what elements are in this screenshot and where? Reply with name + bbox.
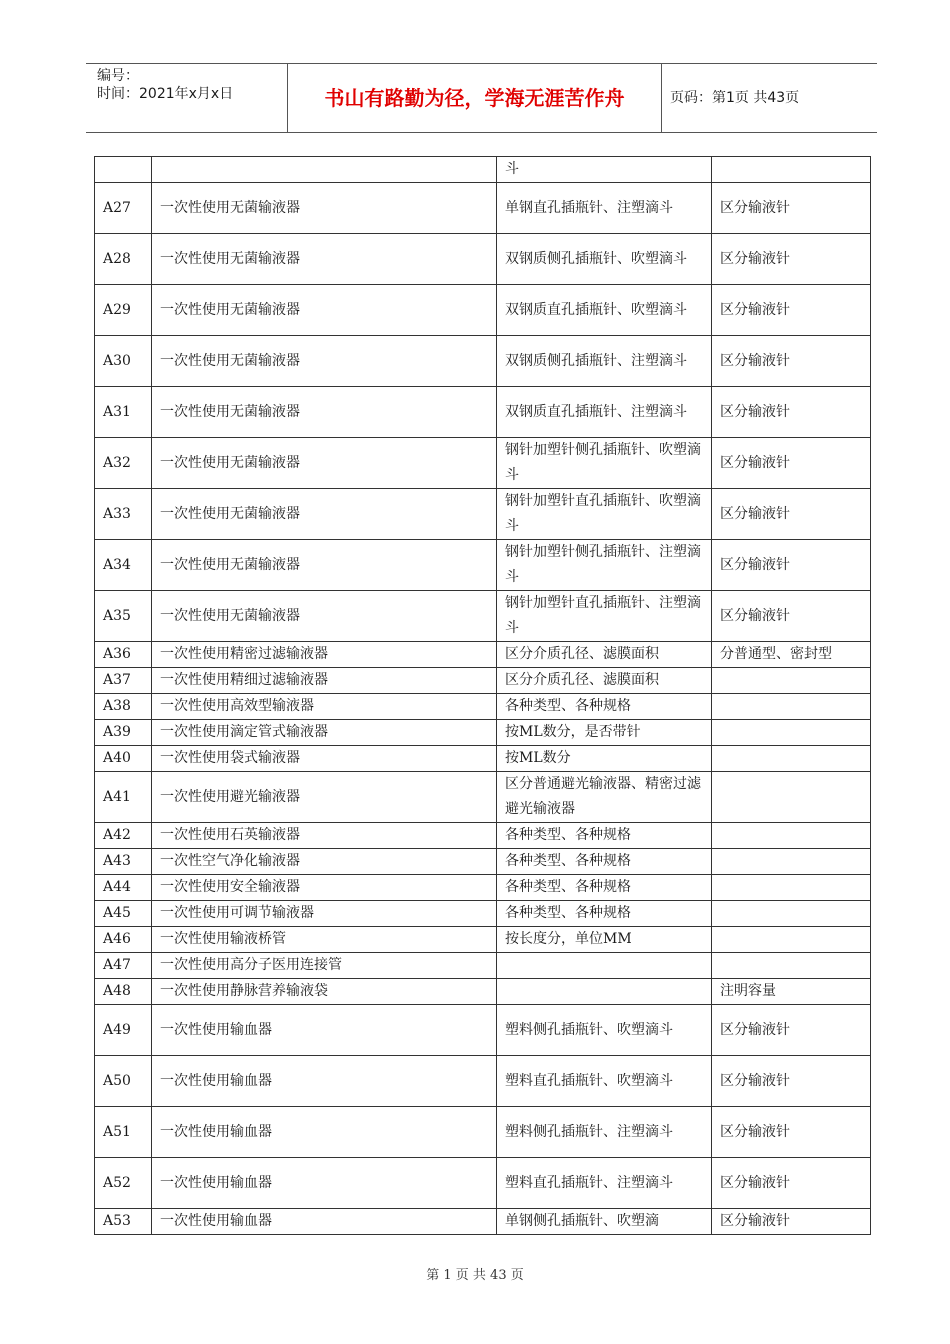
row-code: A29 — [95, 285, 152, 336]
row-spec: 钢针加塑针侧孔插瓶针、吹塑滴斗 — [497, 438, 712, 489]
row-code: A41 — [95, 772, 152, 823]
row-spec: 按ML数分，是否带针 — [497, 720, 712, 746]
header-motto: 书山有路勤为径，学海无涯苦作舟 — [288, 64, 662, 132]
row-spec: 各种类型、各种规格 — [497, 849, 712, 875]
row-note: 区分输液针 — [712, 1005, 871, 1056]
table-row — [95, 668, 871, 694]
row-name: 一次性使用无菌输液器 — [152, 438, 497, 489]
row-name: 一次性使用袋式输液器 — [152, 746, 497, 772]
row-spec: 钢针加塑针直孔插瓶针、吹塑滴斗 — [497, 489, 712, 540]
row-note: 区分输液针 — [712, 438, 871, 489]
header-meta — [86, 64, 288, 132]
row-note — [712, 849, 871, 875]
table-row — [95, 1209, 871, 1235]
row-note: 区分输液针 — [712, 387, 871, 438]
row-note: 区分输液针 — [712, 1056, 871, 1107]
row-name: 一次性使用无菌输液器 — [152, 285, 497, 336]
row-code: A39 — [95, 720, 152, 746]
row-spec: 斗 — [497, 157, 712, 183]
row-code: A40 — [95, 746, 152, 772]
row-code: A38 — [95, 694, 152, 720]
row-note: 区分输液针 — [712, 591, 871, 642]
row-code: A31 — [95, 387, 152, 438]
row-code: A28 — [95, 234, 152, 285]
table-row — [95, 285, 871, 336]
row-note — [712, 953, 871, 979]
table-row — [95, 746, 871, 772]
row-note — [712, 157, 871, 183]
row-note: 区分输液针 — [712, 183, 871, 234]
table-row — [95, 157, 871, 183]
table-row — [95, 642, 871, 668]
row-note: 注明容量 — [712, 979, 871, 1005]
table-row — [95, 489, 871, 540]
row-code: A42 — [95, 823, 152, 849]
row-name: 一次性使用无菌输液器 — [152, 387, 497, 438]
table-row — [95, 387, 871, 438]
row-name: 一次性使用无菌输液器 — [152, 540, 497, 591]
row-code: A34 — [95, 540, 152, 591]
row-code: A36 — [95, 642, 152, 668]
row-code: A33 — [95, 489, 152, 540]
row-note — [712, 694, 871, 720]
page-header — [86, 63, 877, 133]
product-table — [94, 156, 871, 1235]
row-name: 一次性使用无菌输液器 — [152, 336, 497, 387]
table-row — [95, 1107, 871, 1158]
row-spec: 单钢侧孔插瓶针、吹塑滴 — [497, 1209, 712, 1235]
row-name: 一次性使用无菌输液器 — [152, 489, 497, 540]
table-row — [95, 1158, 871, 1209]
row-note — [712, 823, 871, 849]
row-spec: 各种类型、各种规格 — [497, 694, 712, 720]
row-note: 区分输液针 — [712, 489, 871, 540]
row-note — [712, 772, 871, 823]
row-name: 一次性使用高分子医用连接管 — [152, 953, 497, 979]
row-spec: 钢针加塑针侧孔插瓶针、注塑滴斗 — [497, 540, 712, 591]
row-note — [712, 668, 871, 694]
row-note — [712, 720, 871, 746]
page-footer: 第 1 页 共 43 页 — [426, 1268, 524, 1283]
row-note: 区分输液针 — [712, 540, 871, 591]
row-code: A44 — [95, 875, 152, 901]
row-name: 一次性使用精密过滤输液器 — [152, 642, 497, 668]
row-note: 区分输液针 — [712, 1107, 871, 1158]
row-spec: 区分普通避光输液器、精密过滤避光输液器 — [497, 772, 712, 823]
table-row — [95, 720, 871, 746]
row-code — [95, 157, 152, 183]
row-code: A47 — [95, 953, 152, 979]
table-row — [95, 979, 871, 1005]
row-code: A49 — [95, 1005, 152, 1056]
row-note: 区分输液针 — [712, 1209, 871, 1235]
row-name: 一次性使用输血器 — [152, 1158, 497, 1209]
table-row — [95, 1056, 871, 1107]
row-spec: 双钢质侧孔插瓶针、吹塑滴斗 — [497, 234, 712, 285]
table-row — [95, 1005, 871, 1056]
table-row — [95, 234, 871, 285]
row-name: 一次性使用滴定管式输液器 — [152, 720, 497, 746]
row-code: A53 — [95, 1209, 152, 1235]
row-spec: 按ML数分 — [497, 746, 712, 772]
header-page-info: 页码：第1页 共43页 — [670, 90, 800, 106]
row-code: A50 — [95, 1056, 152, 1107]
row-code: A46 — [95, 927, 152, 953]
table-row — [95, 953, 871, 979]
row-name: 一次性使用输血器 — [152, 1209, 497, 1235]
row-spec: 双钢质直孔插瓶针、注塑滴斗 — [497, 387, 712, 438]
row-spec: 按长度分，单位MM — [497, 927, 712, 953]
row-note — [712, 901, 871, 927]
row-spec: 塑料侧孔插瓶针、注塑滴斗 — [497, 1107, 712, 1158]
row-spec: 单钢直孔插瓶针、注塑滴斗 — [497, 183, 712, 234]
document-number-label: 编号： — [97, 68, 139, 84]
row-spec: 双钢质直孔插瓶针、吹塑滴斗 — [497, 285, 712, 336]
row-code: A30 — [95, 336, 152, 387]
row-name: 一次性使用输血器 — [152, 1005, 497, 1056]
row-name: 一次性使用静脉营养输液袋 — [152, 979, 497, 1005]
table-row — [95, 772, 871, 823]
table-row — [95, 183, 871, 234]
row-note — [712, 875, 871, 901]
row-name: 一次性使用无菌输液器 — [152, 234, 497, 285]
row-note — [712, 746, 871, 772]
row-code: A51 — [95, 1107, 152, 1158]
document-date: 时间：2021年x月x日 — [97, 86, 234, 102]
row-spec: 双钢质侧孔插瓶针、注塑滴斗 — [497, 336, 712, 387]
row-name: 一次性使用输血器 — [152, 1056, 497, 1107]
row-note: 区分输液针 — [712, 1158, 871, 1209]
row-name: 一次性使用精细过滤输液器 — [152, 668, 497, 694]
row-note: 区分输液针 — [712, 336, 871, 387]
row-code: A32 — [95, 438, 152, 489]
row-spec: 塑料直孔插瓶针、注塑滴斗 — [497, 1158, 712, 1209]
table-row — [95, 438, 871, 489]
table-row — [95, 540, 871, 591]
table-row — [95, 901, 871, 927]
row-name: 一次性使用安全输液器 — [152, 875, 497, 901]
row-spec: 各种类型、各种规格 — [497, 901, 712, 927]
row-code: A45 — [95, 901, 152, 927]
row-name: 一次性使用可调节输液器 — [152, 901, 497, 927]
row-code: A27 — [95, 183, 152, 234]
table-row — [95, 823, 871, 849]
row-spec: 区分介质孔径、滤膜面积 — [497, 668, 712, 694]
row-name: 一次性使用石英输液器 — [152, 823, 497, 849]
product-table-body — [95, 157, 871, 1235]
row-spec: 区分介质孔径、滤膜面积 — [497, 642, 712, 668]
table-row — [95, 875, 871, 901]
table-row — [95, 591, 871, 642]
row-name: 一次性使用避光输液器 — [152, 772, 497, 823]
row-name: 一次性空气净化输液器 — [152, 849, 497, 875]
row-code: A48 — [95, 979, 152, 1005]
row-code: A35 — [95, 591, 152, 642]
row-code: A43 — [95, 849, 152, 875]
row-spec — [497, 979, 712, 1005]
row-spec — [497, 953, 712, 979]
row-note: 分普通型、密封型 — [712, 642, 871, 668]
row-code: A37 — [95, 668, 152, 694]
row-name: 一次性使用高效型输液器 — [152, 694, 497, 720]
row-name: 一次性使用输血器 — [152, 1107, 497, 1158]
row-name: 一次性使用无菌输液器 — [152, 183, 497, 234]
row-spec: 塑料侧孔插瓶针、吹塑滴斗 — [497, 1005, 712, 1056]
row-name: 一次性使用无菌输液器 — [152, 591, 497, 642]
row-code: A52 — [95, 1158, 152, 1209]
row-name — [152, 157, 497, 183]
table-row — [95, 694, 871, 720]
table-row — [95, 336, 871, 387]
table-row — [95, 849, 871, 875]
row-note — [712, 927, 871, 953]
row-spec: 各种类型、各种规格 — [497, 823, 712, 849]
row-name: 一次性使用输液桥管 — [152, 927, 497, 953]
row-spec: 塑料直孔插瓶针、吹塑滴斗 — [497, 1056, 712, 1107]
table-row — [95, 927, 871, 953]
row-spec: 各种类型、各种规格 — [497, 875, 712, 901]
row-note: 区分输液针 — [712, 285, 871, 336]
row-note: 区分输液针 — [712, 234, 871, 285]
row-spec: 钢针加塑针直孔插瓶针、注塑滴斗 — [497, 591, 712, 642]
